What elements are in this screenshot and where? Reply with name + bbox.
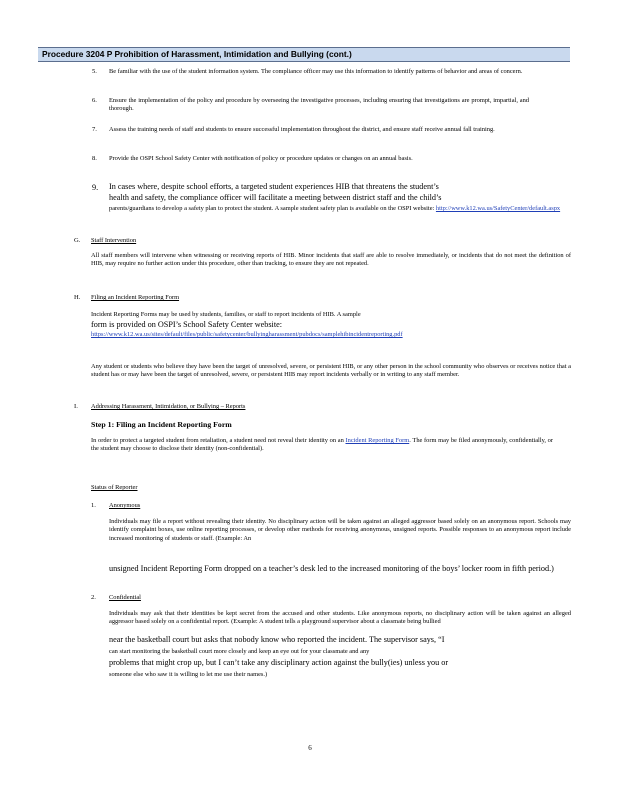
confidential-body: Individuals may ask that their identities be kept secret from the accused and other students. Like anonymous reports, no disciplinary action will be taken against an alleged aggressor based solely on a confidential report. (Example: A student tells a playground supervisor about a classmate being bullied [109, 610, 571, 626]
item-9-ospi-link[interactable]: http://www.k12.wa.us/SafetyCenter/default.aspx [435, 205, 561, 212]
section-h-title: Filing an Incident Reporting Form [91, 294, 180, 301]
item-9-text-rest: parents/guardians to develop a safety plan to protect the student. A sample student safety plan is available on the OSPI website: http://www.k12.wa.us/SafetyCenter/default.aspx [109, 205, 561, 212]
section-h-letter: H. [74, 294, 81, 301]
item-5-number: 5. [92, 68, 97, 75]
section-h-body-big: form is provided on OSPI’s School Safety Center website: [91, 320, 283, 329]
anonymous-title: Anonymous [109, 502, 141, 509]
procedure-header-text: Procedure 3204 P Prohibition of Harassment, Intimidation and Bullying (cont.) [42, 49, 352, 59]
incident-reporting-form-link[interactable]: Incident Reporting Form [345, 437, 410, 444]
section-g-body: All staff members will intervene when witnessing or receiving reports of HIB. Minor incidents that staff are able to resolve immediately, or incidents that do not meet the definition of HIB, may require no further action under this procedure, other than tracking, to ensure they are not repeated. [91, 252, 571, 268]
section-i-title: Addressing Harassment, Intimidation, or Bullying – Reports [91, 403, 246, 410]
section-g-title: Staff Intervention [91, 237, 137, 244]
confidential-body-mid: can start monitoring the basketball court more closely and keep an eye out for your classmate and any [109, 648, 370, 655]
item-5-text: Be familiar with the use of the student information system. The compliance officer may use this information to identify patterns of behavior and areas of concern. [109, 68, 523, 75]
item-9-text-mixed: health and safety, the compliance officer will facilitate a meeting between district staff and the child’s [109, 193, 442, 202]
item-8-text: Provide the OSPI School Safety Center with notification of policy or procedure updates or changes on an annual basis. [109, 155, 413, 162]
section-h-form-link[interactable]: https://www.k12.wa.us/sites/default/files/public/safetycenter/bullyingharassment/pubdocs/samplehibincidentreporting.pdf [91, 331, 403, 338]
item-7-text: Assess the training needs of staff and students to ensure successful implementation throughout the district, and ensure staff receive annual fall training. [109, 126, 495, 133]
confidential-body-end: someone else who saw it is willing to let me use their names.) [109, 671, 268, 678]
step-1-body: In order to protect a targeted student from retaliation, a student need not reveal their identity on an Incident Reporting Form. The form may be filed anonymously, confidentially, or the student may choose to disclose their identity (non-confidential). [91, 437, 553, 453]
confidential-body-big-1: near the basketball court but asks that nobody know who reported the incident. The supervisor says, “I [109, 635, 445, 644]
section-i-letter: I. [74, 403, 78, 410]
item-8-number: 8. [92, 155, 97, 162]
page-number: 6 [308, 744, 312, 752]
item-6-text: Ensure the implementation of the policy and procedure by overseeing the investigative processes, including ensuring that investigations are prompt, impartial, and thorough. [109, 97, 529, 113]
section-g-letter: G. [74, 237, 81, 244]
confidential-title: Confidential [109, 594, 141, 601]
anonymous-body: Individuals may file a report without revealing their identity. No disciplinary action will be taken against an alleged aggressor based solely on an anonymous report. Schools may identify complaint boxes, use online reporting processes, or develop other methods for receiving anonymous, unsigned reports. Possible responses to an anonymous report include increased monitoring of students or staff. (Example: An [109, 518, 571, 542]
procedure-header-bar [38, 47, 570, 62]
anonymous-number: 1. [91, 502, 96, 509]
anonymous-body-big: unsigned Incident Reporting Form dropped on a teacher’s desk led to the increased monitoring of the boys’ locker room in fifth period.) [109, 564, 554, 573]
section-h-body-2: Any student or students who believe they have been the target of unresolved, severe, or persistent HIB, or any other person in the school community who observes or receives notice that a student has or may have been the target of unresolved, severe, or persistent HIB may report incidents verbally or in writing to any staff member. [91, 363, 571, 379]
status-of-reporter-heading: Status of Reporter [91, 484, 138, 491]
item-7-number: 7. [92, 126, 97, 133]
confidential-number: 2. [91, 594, 96, 601]
section-h-body-small: Incident Reporting Forms may be used by students, families, or staff to report incidents of HIB. A sample [91, 311, 361, 318]
item-6-number: 6. [92, 97, 97, 104]
step-1-heading: Step 1: Filing an Incident Reporting Form [91, 420, 232, 429]
item-9-number: 9. [92, 183, 99, 192]
item-9-text-big: In cases where, despite school efforts, a targeted student experiences HIB that threatens the student’s [109, 182, 439, 191]
confidential-body-big-2: problems that might crop up, but I can’t take any disciplinary action against the bully(ies) unless you or [109, 658, 449, 667]
